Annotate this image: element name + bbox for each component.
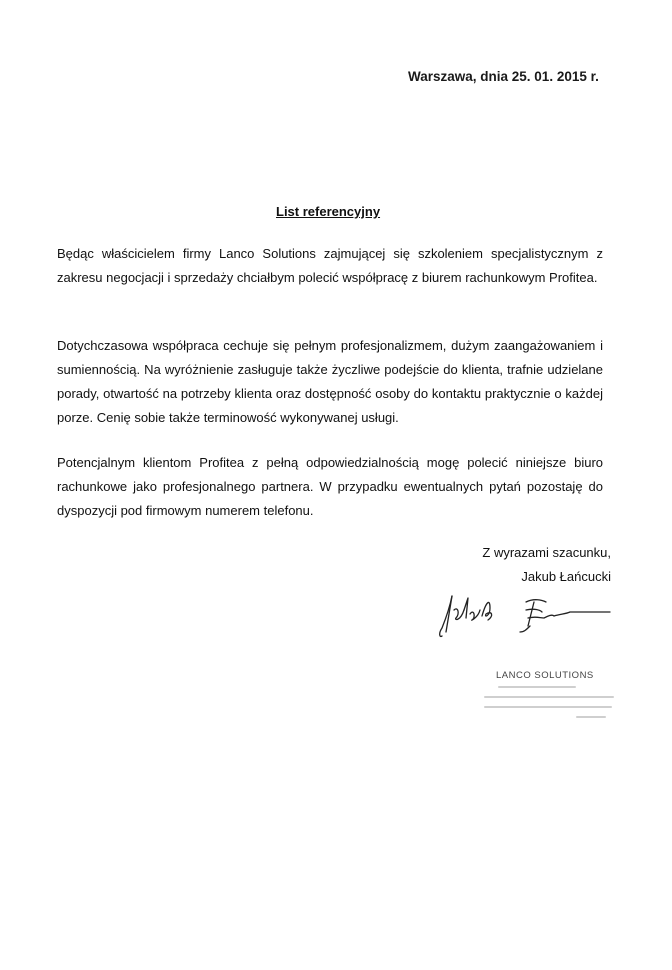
stamp-company-name: LANCO SOLUTIONS [496, 670, 594, 681]
closing-block [482, 541, 611, 589]
paragraph-2 [57, 334, 603, 430]
paragraph-1-text: Będąc właścicielem firmy Lanco Solutions zajmującej się szkoleniem specjalistycznym z zakresu negocjacji i sprzedaży chciałbym polecić współpracę z biurem rachunkowym Profitea. [57, 246, 603, 285]
stamp-faded-line-3 [484, 706, 612, 708]
paragraph-3 [57, 451, 603, 523]
handwritten-signature [430, 588, 630, 648]
stamp-faded-line-4 [576, 716, 606, 718]
signer-name: Jakub Łańcucki [521, 569, 611, 584]
company-stamp [480, 670, 620, 750]
letter-title: List referencyjny [276, 204, 381, 219]
paragraph-3-text: Potencjalnym klientom Profitea z pełną odpowiedzialnością mogę polecić niniejsze biuro rachunkowe jako profesjonalnego partnera. W przypadku ewentualnych pytań pozostaję do dyspozycji pod firmowym numerem telefonu. [57, 455, 603, 518]
letter-date: Warszawa, dnia 25. 01. 2015 r. [408, 69, 599, 84]
closing-phrase: Z wyrazami szacunku, [482, 545, 611, 560]
paragraph-1 [57, 242, 603, 290]
stamp-faded-line-1 [498, 686, 576, 688]
stamp-faded-line-2 [484, 696, 614, 698]
paragraph-2-text: Dotychczasowa współpraca cechuje się pełnym profesjonalizmem, dużym zaangażowaniem i sumiennością. Na wyróżnienie zasługuje także życzliwe podejście do klienta, trafnie udzielane porady, otwartość na potrzeby klienta oraz dostępność osoby do kontaktu praktycznie o każdej porze. Cenię sobie także terminowość wykonywanej usługi. [57, 338, 603, 425]
